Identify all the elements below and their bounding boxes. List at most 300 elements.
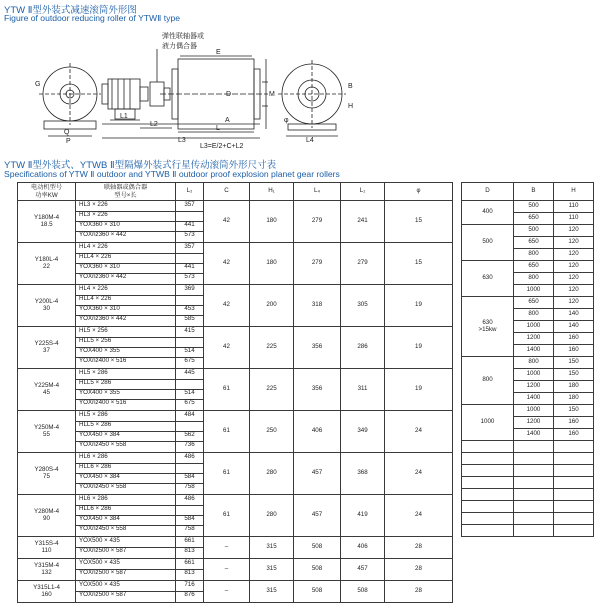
empty-cell	[554, 465, 594, 477]
header-motor	[18, 183, 76, 201]
phi-cell: 19	[385, 327, 453, 369]
motor-text: 30	[43, 304, 50, 312]
l2-text: 758	[184, 525, 195, 532]
motor-text: 45	[43, 388, 50, 396]
empty-cell	[462, 453, 514, 465]
phi-cell: 15	[385, 243, 453, 285]
l1-cell: 279	[341, 243, 385, 285]
empty-cell	[554, 441, 594, 453]
l2-text: 562	[176, 432, 203, 442]
l1-cell: 305	[341, 285, 385, 327]
empty-cell	[462, 477, 514, 489]
figure-title-cn: YTW Ⅱ型外装式减速滚筒外形图	[4, 5, 137, 16]
motor-text: 75	[43, 472, 50, 480]
height-cell: 150	[554, 369, 594, 381]
height-cell: 120	[554, 285, 594, 297]
l2-text: 484	[176, 412, 203, 422]
l1-cell: 457	[341, 559, 385, 581]
motor-row	[18, 327, 453, 369]
empty-cell	[462, 525, 514, 537]
height-cell: 140	[554, 321, 594, 333]
h1-cell: 280	[250, 495, 294, 537]
l2-cell	[176, 285, 204, 327]
dim-q: Q	[64, 129, 70, 136]
phi-cell: 28	[385, 559, 453, 581]
motor-row	[18, 453, 453, 495]
dim-d: D	[226, 91, 232, 98]
motor-model-cell	[18, 581, 76, 603]
height-cell: 160	[554, 417, 594, 429]
phi-cell: 19	[385, 285, 453, 327]
dimension-table-header	[18, 183, 453, 201]
motor-text: Y280S-4	[34, 466, 59, 473]
motor-row	[18, 537, 453, 559]
l2-text: 675	[184, 357, 195, 364]
dim-l1: L1	[120, 113, 128, 120]
motor-text: Y200L-4	[34, 298, 59, 305]
motor-model-cell	[18, 495, 76, 537]
coupling-text: HL3 × 226	[76, 202, 175, 212]
phi-cell: 15	[385, 201, 453, 243]
coupling-text: HL3 × 226	[76, 212, 175, 222]
motor-text: 110	[41, 546, 52, 554]
motor-model-cell	[18, 285, 76, 327]
l2-text: 584	[176, 516, 203, 526]
coupling-text: HL5 × 256	[76, 328, 175, 338]
l2-cell	[176, 537, 204, 559]
motor-text: 22	[43, 262, 50, 270]
coupling-text: YOXnz400 × 516	[79, 357, 127, 364]
empty-row	[462, 465, 594, 477]
coupling-text: HL5 × 286	[76, 370, 175, 380]
coupling-cell	[76, 537, 176, 559]
dim-p: P	[66, 138, 71, 144]
table-title-cn: YTW Ⅱ型外装式、YTWB Ⅱ型隔爆外装式行星传动滚筒外形尺寸表	[4, 160, 277, 171]
empty-cell	[514, 513, 554, 525]
drum-diameter-cell: 400	[462, 201, 514, 225]
l2-text: 357	[176, 244, 203, 254]
motor-row	[18, 495, 453, 537]
motor-row	[18, 411, 453, 453]
drum-size-row	[462, 201, 594, 213]
height-cell: 160	[554, 333, 594, 345]
l2-text: 813	[184, 569, 195, 576]
motor-text: Y225S-4	[34, 340, 59, 347]
empty-cell	[514, 489, 554, 501]
coupling-text: YOX500 × 435	[76, 582, 175, 592]
belt-width-cell: 650	[514, 297, 554, 309]
belt-width-cell: 1000	[514, 369, 554, 381]
l2-text: 445	[176, 370, 203, 380]
empty-row	[462, 525, 594, 537]
motor-text: Y280M-4	[33, 508, 60, 515]
belt-width-cell: 1000	[514, 285, 554, 297]
coupling-text: YOX360 × 310	[76, 306, 175, 316]
header-coupling-text: 联轴器或偶合器 型号×长	[103, 183, 148, 199]
empty-cell	[554, 513, 594, 525]
empty-cell	[554, 525, 594, 537]
empty-cell	[554, 489, 594, 501]
header-b: B	[514, 183, 554, 201]
drum-diameter-cell: 500	[462, 225, 514, 261]
l1-cell: 419	[341, 495, 385, 537]
empty-row	[462, 441, 594, 453]
motor-row	[18, 201, 453, 243]
motor-text: 37	[43, 346, 50, 354]
coupling-cell	[76, 411, 176, 453]
l2-text: 736	[184, 441, 195, 448]
coupling-cell	[76, 495, 176, 537]
c-cell: 61	[204, 453, 250, 495]
h1-cell: 180	[250, 201, 294, 243]
l2-cell	[176, 581, 204, 603]
belt-width-cell: 1400	[514, 345, 554, 357]
empty-row	[462, 489, 594, 501]
motor-text: 18.5	[40, 220, 53, 228]
motor-model-cell	[18, 537, 76, 559]
header-l4: L₄	[294, 183, 341, 201]
drum-diameter-cell: 800	[462, 357, 514, 405]
l2-text: 585	[184, 315, 195, 322]
empty-cell	[554, 501, 594, 513]
empty-cell	[554, 477, 594, 489]
coupling-text: HLL4 × 226	[76, 254, 175, 264]
l4-cell: 406	[294, 411, 341, 453]
roller-outline-drawing	[0, 24, 600, 144]
c-cell: 42	[204, 285, 250, 327]
coupling-cell	[76, 243, 176, 285]
h1-cell: 315	[250, 559, 294, 581]
coupling-text: YOXnz450 × 558	[79, 525, 127, 532]
drum-size-row	[462, 297, 594, 309]
coupling-text: YOX450 × 384	[76, 432, 175, 442]
header-h1: H₁	[250, 183, 294, 201]
height-cell: 160	[554, 429, 594, 441]
l1-cell: 286	[341, 327, 385, 369]
drum-diameter-cell: 630	[462, 261, 514, 297]
coupling-text: YOXnz500 × 587	[79, 591, 127, 598]
motor-row	[18, 369, 453, 411]
belt-width-cell: 1200	[514, 381, 554, 393]
phi-cell: 24	[385, 453, 453, 495]
empty-cell	[462, 513, 514, 525]
l4-cell: 457	[294, 495, 341, 537]
l4-cell: 508	[294, 559, 341, 581]
c-cell: –	[204, 581, 250, 603]
belt-width-cell: 650	[514, 261, 554, 273]
table-title-en: Specifications of YTW Ⅱ outdoor and YTWB Ⅱ outdoor proof explosion planet gear rollers	[4, 169, 340, 179]
l2-text: 453	[176, 306, 203, 316]
motor-row	[18, 243, 453, 285]
coupling-text: YOXnz500 × 587	[79, 569, 127, 576]
coupling-text: HLL6 × 286	[76, 464, 175, 474]
l2-text: 813	[184, 547, 195, 554]
l2-cell	[176, 327, 204, 369]
belt-width-cell: 800	[514, 249, 554, 261]
empty-cell	[462, 489, 514, 501]
l4-cell: 356	[294, 369, 341, 411]
c-cell: –	[204, 559, 250, 581]
l1-cell: 311	[341, 369, 385, 411]
c-cell: –	[204, 537, 250, 559]
l2-cell	[176, 411, 204, 453]
coupling-text: YOX400 × 355	[76, 348, 175, 358]
coupling-text: YOXnz360 × 442	[79, 273, 127, 280]
l2-text: 716	[176, 582, 203, 592]
coupling-text: YOXnz450 × 558	[79, 441, 127, 448]
h1-cell: 180	[250, 243, 294, 285]
height-cell: 120	[554, 249, 594, 261]
dim-h: H	[348, 103, 354, 110]
height-cell: 120	[554, 261, 594, 273]
empty-row	[462, 513, 594, 525]
phi-cell: 24	[385, 411, 453, 453]
l2-text: 441	[176, 222, 203, 232]
coupling-text: HL5 × 286	[76, 412, 175, 422]
motor-text: 55	[43, 430, 50, 438]
l4-cell: 508	[294, 581, 341, 603]
dim-phi: φ	[284, 117, 289, 124]
header-d: D	[462, 183, 514, 201]
empty-cell	[554, 453, 594, 465]
dim-e: E	[216, 49, 221, 56]
belt-width-cell: 800	[514, 357, 554, 369]
coupling-cell	[76, 327, 176, 369]
motor-model-cell	[18, 327, 76, 369]
l2-text: 573	[184, 231, 195, 238]
c-cell: 61	[204, 369, 250, 411]
height-cell: 140	[554, 309, 594, 321]
c-cell: 61	[204, 411, 250, 453]
dim-a: A	[225, 117, 230, 124]
height-cell: 180	[554, 393, 594, 405]
coupling-cell	[76, 453, 176, 495]
formula-l3: L3=E/2+C+L2	[200, 143, 244, 150]
motor-row	[18, 285, 453, 327]
phi-cell: 28	[385, 537, 453, 559]
header-l1: L₁	[341, 183, 385, 201]
h1-cell: 225	[250, 369, 294, 411]
coupling-text: HLL5 × 256	[76, 338, 175, 348]
motor-text: 160	[41, 590, 52, 598]
coupling-text: YOX360 × 310	[76, 264, 175, 274]
header-motor-text: 电动机型号 功率KW	[31, 183, 62, 199]
belt-width-cell: 500	[514, 225, 554, 237]
h1-cell: 225	[250, 327, 294, 369]
coupling-cell	[76, 285, 176, 327]
motor-text: Y315L1-4	[33, 584, 60, 591]
l2-text: 441	[176, 264, 203, 274]
coupling-text: HLL5 × 286	[76, 422, 175, 432]
belt-width-cell: 1200	[514, 417, 554, 429]
motor-text: Y180L-4	[34, 256, 59, 263]
coupling-text: YOXnz400 × 516	[79, 399, 127, 406]
l2-text: 661	[176, 538, 203, 548]
drum-diameter-cell: 1000	[462, 405, 514, 441]
height-cell: 150	[554, 405, 594, 417]
h1-cell: 315	[250, 581, 294, 603]
l2-text: 661	[176, 560, 203, 570]
l2-cell	[176, 201, 204, 243]
l2-text: 758	[184, 483, 195, 490]
motor-model-cell	[18, 411, 76, 453]
motor-text: Y250M-4	[33, 424, 60, 431]
l4-cell: 457	[294, 453, 341, 495]
coupling-text: YOX360 × 310	[76, 222, 175, 232]
coupling-text: YOX450 × 384	[76, 516, 175, 526]
empty-row	[462, 453, 594, 465]
dim-g: G	[35, 81, 41, 88]
empty-cell	[462, 465, 514, 477]
dim-l: L	[216, 125, 220, 132]
drum-size-table	[461, 182, 594, 537]
drum-size-row	[462, 261, 594, 273]
l2-cell	[176, 243, 204, 285]
coupling-text: YOXnz500 × 587	[79, 547, 127, 554]
height-cell: 120	[554, 225, 594, 237]
phi-cell: 24	[385, 495, 453, 537]
l2-cell	[176, 453, 204, 495]
phi-cell: 19	[385, 369, 453, 411]
belt-width-cell: 1400	[514, 393, 554, 405]
belt-width-cell: 1200	[514, 333, 554, 345]
empty-cell	[514, 441, 554, 453]
l2-text: 675	[184, 399, 195, 406]
l2-text: 415	[176, 328, 203, 338]
empty-cell	[462, 501, 514, 513]
l2-text: 514	[176, 348, 203, 358]
coupling-cell	[76, 201, 176, 243]
dimension-table	[17, 182, 453, 603]
height-cell: 120	[554, 297, 594, 309]
l4-cell: 508	[294, 537, 341, 559]
height-cell: 150	[554, 357, 594, 369]
empty-cell	[514, 477, 554, 489]
l2-text: 486	[176, 496, 203, 506]
motor-model-cell	[18, 201, 76, 243]
belt-width-cell: 1000	[514, 405, 554, 417]
c-cell: 42	[204, 243, 250, 285]
drum-size-row	[462, 225, 594, 237]
coupling-text: YOX500 × 435	[76, 560, 175, 570]
l1-cell: 349	[341, 411, 385, 453]
motor-text: Y315M-4	[33, 562, 60, 569]
h1-cell: 200	[250, 285, 294, 327]
l2-text: 357	[176, 202, 203, 212]
belt-width-cell: 650	[514, 237, 554, 249]
empty-cell	[514, 453, 554, 465]
c-cell: 42	[204, 327, 250, 369]
height-cell: 110	[554, 213, 594, 225]
dim-l3: L3	[178, 137, 186, 144]
coupling-text: YOXnz450 × 558	[79, 483, 127, 490]
drum-diameter-cell: 630 >15kw	[462, 297, 514, 357]
coupling-text: YOXnz360 × 442	[79, 231, 127, 238]
coupling-text: HL4 × 226	[76, 286, 175, 296]
drum-size-table-header	[462, 183, 594, 201]
motor-model-cell	[18, 369, 76, 411]
empty-cell	[514, 525, 554, 537]
dimension-table-body	[18, 201, 453, 603]
c-cell: 42	[204, 201, 250, 243]
coupling-text: HL6 × 286	[76, 496, 175, 506]
belt-width-cell: 500	[514, 201, 554, 213]
l2-text: 514	[176, 390, 203, 400]
c-cell: 61	[204, 495, 250, 537]
header-c: C	[204, 183, 250, 201]
height-cell: 120	[554, 273, 594, 285]
l2-text: 584	[176, 474, 203, 484]
height-cell: 180	[554, 381, 594, 393]
height-cell: 110	[554, 201, 594, 213]
h1-cell: 280	[250, 453, 294, 495]
l4-cell: 279	[294, 243, 341, 285]
l2-cell	[176, 369, 204, 411]
figure-title-en: Figure of outdoor reducing roller of YTWⅡ type	[4, 13, 181, 23]
empty-row	[462, 501, 594, 513]
coupling-label-2: 液力偶合器	[162, 43, 197, 50]
l1-cell: 406	[341, 537, 385, 559]
empty-cell	[514, 501, 554, 513]
l2-cell	[176, 495, 204, 537]
coupling-text: HLL4 × 226	[76, 296, 175, 306]
empty-cell	[514, 465, 554, 477]
motor-text: 90	[43, 514, 50, 522]
motor-text: Y180M-4	[33, 214, 60, 221]
h1-cell: 250	[250, 411, 294, 453]
drum-size-table-body	[462, 201, 594, 537]
height-cell: 120	[554, 237, 594, 249]
motor-model-cell	[18, 453, 76, 495]
l4-cell: 279	[294, 201, 341, 243]
l2-text: 573	[184, 273, 195, 280]
dim-l4: L4	[306, 137, 314, 144]
drum-size-row	[462, 405, 594, 417]
belt-width-cell: 800	[514, 273, 554, 285]
header-h: H	[554, 183, 594, 201]
coupling-text: HLL6 × 286	[76, 506, 175, 516]
belt-width-cell: 1400	[514, 429, 554, 441]
motor-text: Y225M-4	[33, 382, 60, 389]
drum-size-row	[462, 357, 594, 369]
coupling-text: YOX450 × 384	[76, 474, 175, 484]
l2-text: 369	[176, 286, 203, 296]
empty-row	[462, 477, 594, 489]
belt-width-cell: 1000	[514, 321, 554, 333]
dim-m: M	[269, 91, 275, 98]
coupling-text: YOX400 × 355	[76, 390, 175, 400]
coupling-label-1: 弹性联轴器或	[162, 33, 204, 40]
coupling-text: HL6 × 286	[76, 454, 175, 464]
dim-l2: L2	[150, 121, 158, 128]
coupling-text: HLL5 × 286	[76, 380, 175, 390]
coupling-cell	[76, 581, 176, 603]
header-coupling	[76, 183, 176, 201]
dim-b: B	[348, 83, 353, 90]
coupling-text: YOXnz360 × 442	[79, 315, 127, 322]
coupling-text: YOX500 × 435	[76, 538, 175, 548]
l2-text: 876	[184, 591, 195, 598]
coupling-cell	[76, 369, 176, 411]
height-cell: 160	[554, 345, 594, 357]
header-l2: L₂	[176, 183, 204, 201]
phi-cell: 28	[385, 581, 453, 603]
l2-text: 486	[176, 454, 203, 464]
h1-cell: 315	[250, 537, 294, 559]
coupling-text: HL4 × 226	[76, 244, 175, 254]
l4-cell: 318	[294, 285, 341, 327]
l1-cell: 508	[341, 581, 385, 603]
